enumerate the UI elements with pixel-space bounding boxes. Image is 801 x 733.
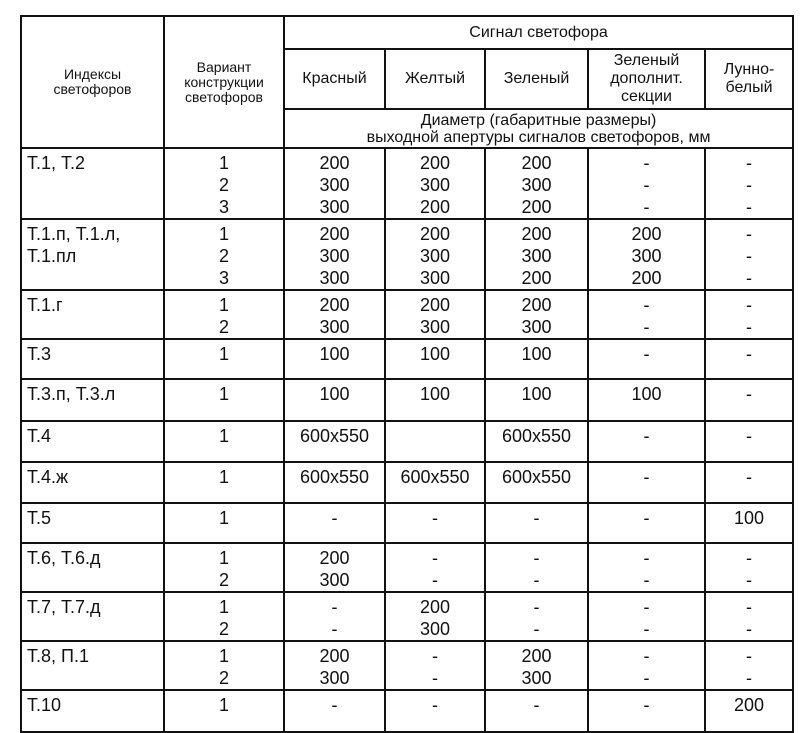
table-row xyxy=(21,421,793,462)
index-text: Т.7, Т.7.д xyxy=(27,597,101,617)
variant-value: 1 xyxy=(218,548,229,568)
index-text: Т.1.п, Т.1.л, xyxy=(27,224,121,244)
diameter-value: - xyxy=(746,619,753,639)
table-row xyxy=(21,290,793,339)
variant-value: 1 xyxy=(218,426,229,446)
diameter-cell xyxy=(385,219,485,290)
variant-cell xyxy=(164,290,284,339)
diameter-value: 100 xyxy=(419,344,451,364)
diameter-value: - xyxy=(746,175,753,195)
diameter-value: - xyxy=(643,153,650,173)
diameter-value: - xyxy=(746,384,753,404)
diameter-value: - xyxy=(432,570,438,590)
header-color-cell xyxy=(485,49,588,109)
diameter-cell xyxy=(588,379,705,421)
header-color-cell xyxy=(385,49,485,109)
diameter-cell xyxy=(385,503,485,543)
diameter-value: - xyxy=(746,426,753,446)
variant-cell xyxy=(164,641,284,690)
diameter-cell xyxy=(485,290,588,339)
diameter-cell xyxy=(485,379,588,421)
index-text: Т.1.пл xyxy=(27,246,77,266)
diameter-cell xyxy=(385,592,485,641)
variant-value: 1 xyxy=(218,467,229,487)
diameter-value: - xyxy=(746,548,753,568)
index-cell xyxy=(21,592,164,641)
variant-value: 1 xyxy=(218,695,229,715)
variant-cell xyxy=(164,421,284,462)
variant-cell xyxy=(164,462,284,503)
index-text: Т.1, Т.2 xyxy=(27,153,86,173)
variant-value: 1 xyxy=(218,597,229,617)
diameter-cell xyxy=(284,690,385,732)
diameter-value: - xyxy=(643,467,650,487)
diameter-value: 200 xyxy=(319,646,350,666)
diameter-value: 200 xyxy=(631,268,662,288)
header-color-cell xyxy=(588,49,705,109)
diameter-cell xyxy=(705,379,793,421)
diameter-value: 200 xyxy=(419,197,451,217)
diameter-value: 100 xyxy=(521,384,552,404)
variant-cell xyxy=(164,148,284,219)
diameter-cell xyxy=(284,503,385,543)
header-variant-text: Вариант xyxy=(196,58,252,75)
header-color-text: дополнит. xyxy=(610,70,683,87)
variant-value: 1 xyxy=(218,384,229,404)
diameter-value: 200 xyxy=(419,224,451,244)
diameter-value: - xyxy=(746,246,753,266)
diameter-cell xyxy=(485,543,588,592)
diameter-cell xyxy=(705,148,793,219)
diameter-value: 200 xyxy=(521,268,552,288)
diameter-value: - xyxy=(432,548,438,568)
variant-cell xyxy=(164,503,284,543)
variant-value: 1 xyxy=(218,646,229,666)
diameter-value: 100 xyxy=(419,384,451,404)
diameter-cell xyxy=(588,148,705,219)
diameter-cell xyxy=(705,421,793,462)
diameter-cell xyxy=(588,690,705,732)
diameter-value: - xyxy=(643,646,650,666)
variant-value: 2 xyxy=(218,570,229,590)
diameter-value: 200 xyxy=(631,224,662,244)
diameter-value: - xyxy=(331,508,338,528)
header-variant-text: светофоров xyxy=(185,88,263,105)
diameter-value: - xyxy=(643,597,650,617)
variant-value: 2 xyxy=(218,668,229,688)
diameter-cell xyxy=(588,592,705,641)
header-color-text: белый xyxy=(725,79,773,96)
header-index-text: Индексы xyxy=(63,66,122,82)
diameter-value: - xyxy=(746,268,753,288)
signal-diameter-table xyxy=(20,15,794,733)
diameter-value: 200 xyxy=(521,646,552,666)
diameter-cell xyxy=(284,379,385,421)
diameter-cell xyxy=(284,148,385,219)
diameter-cell xyxy=(385,290,485,339)
diameter-cell xyxy=(385,148,485,219)
diameter-value: - xyxy=(746,467,753,487)
header-color-cell xyxy=(284,49,385,109)
diameter-cell xyxy=(485,503,588,543)
diameter-value: 300 xyxy=(319,268,350,288)
table-row xyxy=(21,503,793,543)
diameter-cell xyxy=(385,379,485,421)
diameter-cell xyxy=(284,592,385,641)
diameter-cell xyxy=(588,543,705,592)
index-text: Т.3.п, Т.3.л xyxy=(27,384,116,404)
index-text: Т.8, П.1 xyxy=(27,646,89,666)
diameter-value: 100 xyxy=(319,344,350,364)
diameter-value: 300 xyxy=(419,268,451,288)
diameter-cell xyxy=(385,543,485,592)
header-color-text: Желтый xyxy=(404,70,466,87)
variant-value: 1 xyxy=(218,508,229,528)
variant-value: 2 xyxy=(218,619,229,639)
diameter-value: - xyxy=(746,317,753,337)
diameter-cell xyxy=(588,641,705,690)
diameter-cell xyxy=(284,641,385,690)
variant-value: 2 xyxy=(218,246,229,266)
diameter-value: - xyxy=(533,597,540,617)
diameter-value: - xyxy=(746,295,753,315)
header-color-text: Зеленый xyxy=(613,52,680,69)
diameter-value: 100 xyxy=(319,384,350,404)
diameter-value: 200 xyxy=(319,295,350,315)
index-cell xyxy=(21,641,164,690)
index-cell xyxy=(21,379,164,421)
diameter-value: - xyxy=(331,695,338,715)
diameter-value: 600x550 xyxy=(501,426,572,446)
diameter-cell xyxy=(284,339,385,379)
index-cell xyxy=(21,462,164,503)
diameter-value: 600x550 xyxy=(299,426,370,446)
table-row xyxy=(21,148,793,219)
diameter-cell xyxy=(588,219,705,290)
diameter-value: - xyxy=(643,175,650,195)
diameter-value: 300 xyxy=(419,317,451,337)
diameter-value: - xyxy=(746,153,753,173)
diameter-value: 200 xyxy=(521,295,552,315)
diameter-cell xyxy=(588,462,705,503)
diameter-cell xyxy=(705,290,793,339)
diameter-cell xyxy=(385,690,485,732)
diameter-value: - xyxy=(533,619,540,639)
diameter-value: 200 xyxy=(419,295,451,315)
table-row xyxy=(21,690,793,732)
diameter-value: 300 xyxy=(319,246,350,266)
diameter-value: - xyxy=(643,548,650,568)
variant-value: 1 xyxy=(218,295,229,315)
diameter-cell xyxy=(705,219,793,290)
diameter-value: - xyxy=(432,695,438,715)
diameter-value: - xyxy=(432,668,438,688)
diameter-value: 200 xyxy=(521,153,552,173)
diameter-value: - xyxy=(746,646,753,666)
index-text: Т.1.г xyxy=(27,295,63,315)
index-cell xyxy=(21,339,164,379)
header-diameter-cell xyxy=(284,109,793,148)
diameter-value: 300 xyxy=(419,246,451,266)
diameter-value: 600x550 xyxy=(400,467,470,487)
diameter-value: - xyxy=(643,619,650,639)
diameter-value: - xyxy=(533,695,540,715)
table-row xyxy=(21,379,793,421)
diameter-cell xyxy=(705,339,793,379)
variant-cell xyxy=(164,592,284,641)
diameter-value: 300 xyxy=(319,197,350,217)
index-cell xyxy=(21,503,164,543)
diameter-cell xyxy=(284,543,385,592)
diameter-cell xyxy=(385,641,485,690)
diameter-value: 100 xyxy=(521,344,552,364)
header-variant-text: конструкции xyxy=(184,73,264,90)
diameter-value: - xyxy=(643,317,650,337)
table-row xyxy=(21,641,793,690)
index-text: Т.6, Т.6.д xyxy=(27,548,101,568)
diameter-value: 300 xyxy=(419,619,451,639)
diameter-cell xyxy=(485,339,588,379)
diameter-value: 300 xyxy=(419,175,451,195)
header-diameter-text: Диаметр (габаритные размеры) xyxy=(420,111,657,129)
diameter-cell xyxy=(588,290,705,339)
diameter-value: 200 xyxy=(521,224,552,244)
index-text: Т.3 xyxy=(27,344,52,364)
variant-value: 1 xyxy=(218,224,229,244)
diameter-cell xyxy=(485,592,588,641)
diameter-cell xyxy=(705,503,793,543)
header-color-cell xyxy=(705,49,793,109)
diameter-value: 200 xyxy=(319,153,350,173)
diameter-value: - xyxy=(643,344,650,364)
diameter-cell xyxy=(705,543,793,592)
diameter-value: - xyxy=(432,508,438,528)
diameter-value: - xyxy=(746,597,753,617)
diameter-cell xyxy=(485,148,588,219)
diameter-value: 100 xyxy=(631,384,662,404)
diameter-value: - xyxy=(643,668,650,688)
index-cell xyxy=(21,690,164,732)
diameter-cell xyxy=(705,462,793,503)
variant-cell xyxy=(164,339,284,379)
header-color-text: секции xyxy=(621,88,672,105)
diameter-value: - xyxy=(533,548,540,568)
diameter-value: 600x550 xyxy=(501,467,572,487)
diameter-value: 300 xyxy=(319,317,350,337)
diameter-cell xyxy=(705,690,793,732)
variant-value: 1 xyxy=(218,153,229,173)
table-row xyxy=(21,592,793,641)
diameter-value: 200 xyxy=(319,224,350,244)
diameter-value: - xyxy=(643,695,650,715)
index-cell xyxy=(21,148,164,219)
index-text: Т.10 xyxy=(27,695,62,715)
header-color-text: Зеленый xyxy=(503,70,570,87)
diameter-cell xyxy=(385,462,485,503)
diameter-cell xyxy=(284,290,385,339)
header-color-text: Красный xyxy=(302,70,367,87)
variant-cell xyxy=(164,690,284,732)
variant-value: 3 xyxy=(218,197,229,217)
diameter-value: - xyxy=(432,646,438,666)
diameter-cell xyxy=(588,503,705,543)
variant-value: 2 xyxy=(218,317,229,337)
diameter-value: 300 xyxy=(521,175,552,195)
diameter-cell xyxy=(284,219,385,290)
diameter-value: - xyxy=(746,344,753,364)
table-row xyxy=(21,219,793,290)
header-variant-cell xyxy=(164,16,284,148)
diameter-value: 200 xyxy=(419,153,451,173)
table-row xyxy=(21,462,793,503)
diameter-cell xyxy=(385,339,485,379)
diameter-value: 200 xyxy=(521,197,552,217)
diameter-cell xyxy=(284,462,385,503)
variant-value: 3 xyxy=(218,268,229,288)
diameter-value: - xyxy=(643,426,650,446)
diameter-value: - xyxy=(643,295,650,315)
diameter-cell xyxy=(485,462,588,503)
table-row xyxy=(21,543,793,592)
diameter-value: - xyxy=(533,508,540,528)
variant-cell xyxy=(164,219,284,290)
diameter-value: 300 xyxy=(319,175,350,195)
index-cell xyxy=(21,421,164,462)
index-text: Т.4 xyxy=(27,426,52,446)
header-diameter-text: выходной апертуры сигналов светофоров, мм xyxy=(366,128,711,146)
diameter-value: 300 xyxy=(631,246,662,266)
diameter-value: 200 xyxy=(734,695,765,715)
diameter-value: - xyxy=(746,224,753,244)
table-row xyxy=(21,339,793,379)
diameter-cell xyxy=(705,592,793,641)
index-cell xyxy=(21,543,164,592)
diameter-value: - xyxy=(746,570,753,590)
variant-cell xyxy=(164,543,284,592)
header-color-text: Лунно- xyxy=(723,61,775,78)
diameter-cell xyxy=(385,421,485,462)
header-index-text: светофоров xyxy=(53,81,132,97)
diameter-value: 200 xyxy=(319,548,350,568)
diameter-cell xyxy=(485,421,588,462)
diameter-value: - xyxy=(746,668,753,688)
diameter-value: - xyxy=(331,597,338,617)
diameter-value: 300 xyxy=(521,246,552,266)
header-index-cell xyxy=(21,16,164,148)
diameter-value: 300 xyxy=(521,668,552,688)
diameter-value: 600x550 xyxy=(299,467,370,487)
diameter-cell xyxy=(588,421,705,462)
diameter-cell xyxy=(705,641,793,690)
diameter-value: 100 xyxy=(734,508,765,528)
diameter-value: - xyxy=(331,619,338,639)
variant-cell xyxy=(164,379,284,421)
diameter-cell xyxy=(485,219,588,290)
diameter-cell xyxy=(284,421,385,462)
index-text: Т.5 xyxy=(27,508,52,528)
diameter-value: - xyxy=(643,508,650,528)
diameter-value: - xyxy=(643,570,650,590)
diameter-value: - xyxy=(746,197,753,217)
header-signal-cell: Сигнал светофора xyxy=(284,16,793,49)
diameter-value: 300 xyxy=(319,668,350,688)
diameter-value: - xyxy=(643,197,650,217)
index-text: Т.4.ж xyxy=(27,467,69,487)
diameter-cell xyxy=(588,339,705,379)
diameter-value: - xyxy=(533,570,540,590)
diameter-cell xyxy=(485,690,588,732)
index-cell xyxy=(21,219,164,290)
index-cell xyxy=(21,290,164,339)
variant-value: 2 xyxy=(218,175,229,195)
diameter-value: 200 xyxy=(419,597,451,617)
variant-value: 1 xyxy=(218,344,229,364)
diameter-value: 300 xyxy=(319,570,350,590)
diameter-cell xyxy=(485,641,588,690)
diameter-value: 300 xyxy=(521,317,552,337)
